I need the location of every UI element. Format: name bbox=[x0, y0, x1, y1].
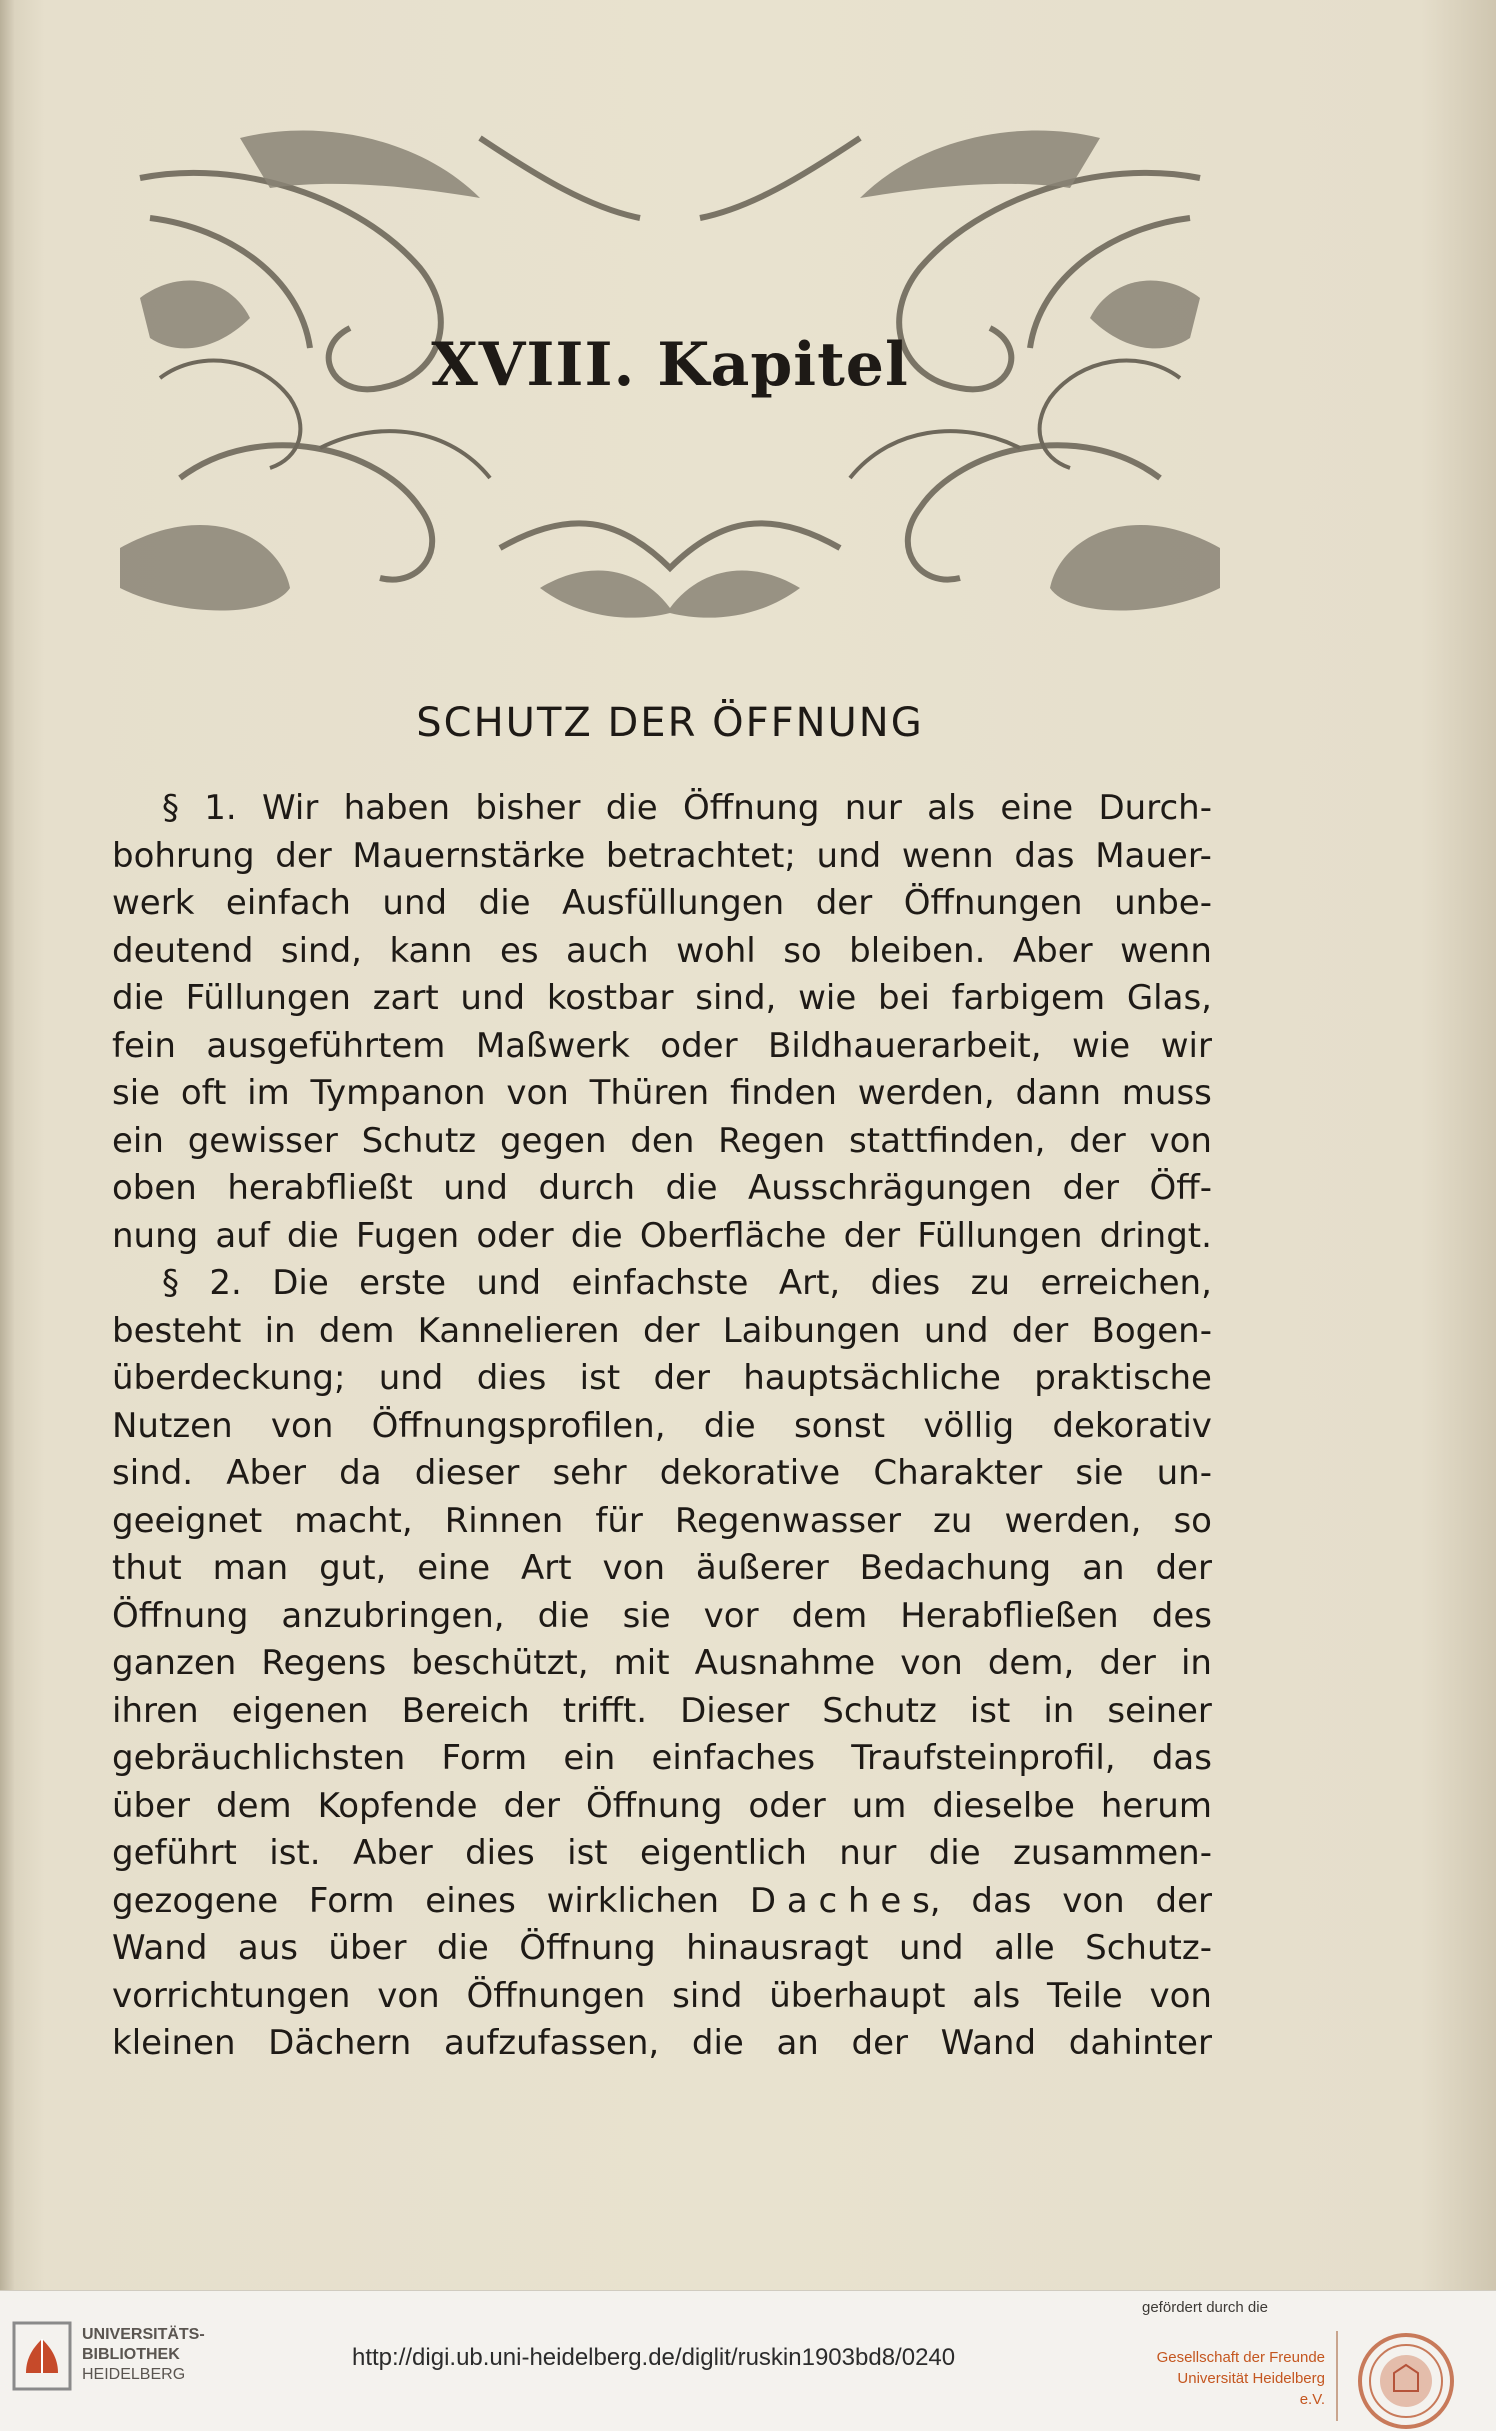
word: wir bbox=[1160, 1025, 1212, 1066]
word: kann bbox=[389, 930, 473, 971]
word: von bbox=[1149, 1975, 1212, 2016]
word: dekorative bbox=[659, 1453, 841, 1493]
word: von bbox=[900, 1643, 963, 1683]
word: sonst bbox=[793, 1405, 886, 1446]
word: an bbox=[776, 2023, 819, 2063]
word: und bbox=[443, 1168, 508, 1208]
word: trifft. bbox=[562, 1690, 648, 1731]
word: Füllungen bbox=[917, 1215, 1083, 1256]
text-line bbox=[112, 975, 1212, 1023]
word: Form bbox=[441, 1738, 528, 1778]
word: Füllungen bbox=[185, 978, 351, 1018]
word: der bbox=[642, 1310, 700, 1351]
word: dem, bbox=[987, 1643, 1075, 1683]
word: und bbox=[460, 978, 526, 1018]
word: Regenwasser bbox=[674, 1500, 901, 1541]
word: wirklichen bbox=[546, 1880, 720, 1921]
text-line bbox=[112, 880, 1212, 928]
text-line bbox=[112, 1165, 1212, 1213]
word: sie bbox=[112, 1073, 161, 1113]
word: und bbox=[816, 835, 882, 876]
word: eigentlich bbox=[640, 1833, 807, 1873]
word: über bbox=[328, 1928, 407, 1968]
word: der bbox=[815, 883, 873, 923]
word: die bbox=[570, 1215, 623, 1256]
word: ist. bbox=[269, 1833, 321, 1873]
text-line bbox=[112, 1118, 1212, 1166]
word: Form bbox=[308, 1880, 395, 1921]
word: das bbox=[971, 1880, 1032, 1921]
text-line bbox=[112, 1260, 1212, 1308]
word: dies bbox=[870, 1263, 941, 1303]
word: Regens bbox=[261, 1643, 387, 1683]
word: gewisser bbox=[187, 1120, 338, 1161]
word: oft bbox=[180, 1073, 227, 1113]
word: Aber bbox=[352, 1833, 433, 1873]
word: gut, bbox=[319, 1548, 387, 1588]
word: erste bbox=[359, 1263, 447, 1303]
word: dies bbox=[476, 1358, 547, 1398]
word: Kopfende bbox=[317, 1785, 478, 1826]
sponsor-name bbox=[1150, 2347, 1325, 2410]
word: von bbox=[602, 1548, 665, 1588]
word: dem bbox=[791, 1595, 868, 1636]
word: herabfließt bbox=[227, 1168, 413, 1208]
word: äußerer bbox=[695, 1548, 829, 1588]
text-line bbox=[112, 1783, 1212, 1831]
text-line bbox=[112, 1688, 1212, 1736]
word: ausgeführtem bbox=[206, 1025, 446, 1066]
word: dieselbe bbox=[932, 1785, 1075, 1826]
sponsor-name-line: Gesellschaft der Freunde bbox=[1156, 2349, 1325, 2366]
permalink-url[interactable]: http://digi.ub.uni-heidelberg.de/diglit/ruskin1903bd8/0240 bbox=[352, 2344, 956, 2371]
word: werden, bbox=[857, 1073, 995, 1113]
word: hinausragt bbox=[686, 1928, 869, 1968]
word: oder bbox=[748, 1785, 826, 1826]
word: nur bbox=[844, 788, 902, 828]
word: die bbox=[665, 1168, 718, 1208]
word: wie bbox=[1072, 1025, 1131, 1066]
word: zart bbox=[372, 978, 439, 1018]
word: der bbox=[275, 835, 332, 876]
word: dem bbox=[216, 1785, 292, 1826]
text-line bbox=[112, 1925, 1212, 1973]
word: zu bbox=[970, 1263, 1011, 1303]
word: § bbox=[162, 1263, 179, 1303]
text-line bbox=[112, 2020, 1212, 2068]
text-line bbox=[112, 1070, 1212, 1118]
word: Öffnung bbox=[586, 1785, 723, 1826]
word: 2. bbox=[209, 1263, 242, 1303]
word: der bbox=[843, 1215, 901, 1256]
footer-divider bbox=[1336, 2331, 1338, 2421]
word: sie bbox=[622, 1595, 671, 1636]
word: auf bbox=[215, 1215, 270, 1256]
word: wenn bbox=[1120, 930, 1212, 971]
word: der bbox=[1155, 1548, 1212, 1588]
word: sind bbox=[672, 1975, 743, 2016]
word: ganzen bbox=[112, 1643, 237, 1683]
word: praktische bbox=[1034, 1358, 1212, 1398]
word: bisher bbox=[475, 788, 581, 828]
word: aus bbox=[237, 1928, 298, 1968]
word: Öffnungen bbox=[903, 883, 1083, 923]
word: Dieser bbox=[680, 1690, 790, 1731]
word: Öff- bbox=[1149, 1168, 1212, 1208]
word: so bbox=[1173, 1500, 1212, 1541]
word: besteht bbox=[112, 1310, 242, 1351]
word: eine bbox=[1000, 788, 1074, 828]
word: auch bbox=[566, 930, 649, 971]
word: Aber bbox=[226, 1453, 307, 1493]
word: werk bbox=[112, 883, 195, 923]
word: der bbox=[1011, 1310, 1069, 1351]
word: Öffnung bbox=[519, 1928, 656, 1968]
word: dies bbox=[465, 1833, 535, 1873]
word: von bbox=[1062, 1880, 1125, 1921]
word: die bbox=[691, 2023, 744, 2063]
word: wohl bbox=[676, 930, 756, 971]
word: die bbox=[436, 1928, 489, 1968]
word: mit bbox=[613, 1643, 670, 1683]
word: der bbox=[1069, 1120, 1126, 1161]
word: sind, bbox=[280, 930, 362, 971]
word: gezogene bbox=[112, 1880, 279, 1921]
word: den bbox=[630, 1120, 695, 1161]
university-library-logo-icon bbox=[12, 2321, 72, 2391]
word: oder bbox=[476, 1215, 554, 1256]
word: muss bbox=[1121, 1073, 1212, 1113]
word: beschützt, bbox=[411, 1643, 589, 1683]
text-line bbox=[112, 1498, 1212, 1546]
word: von bbox=[506, 1073, 569, 1113]
text-line bbox=[112, 928, 1212, 976]
word: Oberfläche bbox=[639, 1215, 827, 1256]
word: Mauernstärke bbox=[352, 835, 586, 876]
sponsor-label: gefördert durch die bbox=[1142, 2299, 1268, 2316]
word: durch bbox=[538, 1168, 636, 1208]
text-line bbox=[112, 1403, 1212, 1451]
word: Öffnung bbox=[683, 788, 820, 828]
text-line bbox=[112, 1545, 1212, 1593]
word: ihren bbox=[112, 1690, 199, 1731]
text-line bbox=[112, 1640, 1212, 1688]
word: deutend bbox=[112, 930, 254, 971]
word: man bbox=[212, 1548, 289, 1588]
word: die bbox=[605, 788, 658, 828]
word: Die bbox=[272, 1263, 329, 1303]
word: Bogen- bbox=[1091, 1310, 1212, 1351]
word: Fugen bbox=[355, 1215, 460, 1256]
word: anzubringen, bbox=[281, 1595, 505, 1636]
word: finden bbox=[729, 1073, 837, 1113]
word: werden, bbox=[1004, 1500, 1142, 1541]
library-name-line: HEIDELBERG bbox=[82, 2366, 186, 2383]
word: fein bbox=[112, 1025, 176, 1066]
word: 1. bbox=[204, 788, 237, 828]
word: es bbox=[499, 930, 539, 971]
word: bleiben. bbox=[849, 930, 986, 971]
word: um bbox=[851, 1785, 907, 1826]
word: des bbox=[1151, 1595, 1212, 1636]
word: Öffnungen bbox=[466, 1975, 646, 2016]
word: Bedachung bbox=[859, 1548, 1052, 1588]
word: überdeckung; bbox=[112, 1358, 346, 1398]
word: zu bbox=[933, 1500, 973, 1541]
word: der bbox=[653, 1358, 710, 1398]
text-line bbox=[112, 1973, 1212, 2021]
word: herum bbox=[1100, 1785, 1212, 1826]
word: einfachste bbox=[571, 1263, 749, 1303]
word: unbe- bbox=[1114, 883, 1212, 923]
word: wenn bbox=[901, 835, 994, 876]
word: ein bbox=[112, 1120, 164, 1161]
word: hauptsächliche bbox=[743, 1358, 1001, 1398]
word: dahinter bbox=[1068, 2023, 1212, 2063]
word: und bbox=[476, 1263, 542, 1303]
word: vorrichtungen bbox=[112, 1975, 351, 2016]
word: Regen bbox=[718, 1120, 826, 1161]
word: die bbox=[478, 883, 531, 923]
word: Schutz- bbox=[1085, 1928, 1212, 1968]
word: Herabfließen bbox=[900, 1595, 1119, 1636]
word: Ausnahme bbox=[694, 1643, 876, 1683]
word: Schutz bbox=[822, 1690, 937, 1731]
word: dringt. bbox=[1099, 1215, 1212, 1256]
word: ist bbox=[567, 1833, 608, 1873]
word: ist bbox=[579, 1358, 621, 1398]
word: dem bbox=[318, 1310, 395, 1351]
word: bei bbox=[877, 978, 930, 1018]
word: Laibungen bbox=[722, 1310, 901, 1351]
word: oben bbox=[112, 1168, 197, 1208]
word: Rinnen bbox=[444, 1500, 564, 1541]
word: in bbox=[1180, 1643, 1212, 1683]
word: völlig bbox=[923, 1405, 1015, 1446]
word: geeignet bbox=[112, 1500, 263, 1541]
word: D a c h e s, bbox=[749, 1880, 941, 1921]
word: gebräuchlichsten bbox=[112, 1738, 406, 1778]
word: Aber bbox=[1012, 930, 1093, 971]
word: bohrung bbox=[112, 835, 255, 876]
word: stattfinden, bbox=[849, 1120, 1046, 1161]
word: aufzufassen, bbox=[443, 2023, 660, 2063]
word: Ausschrägungen bbox=[748, 1168, 1033, 1208]
word: kleinen bbox=[112, 2023, 236, 2063]
text-line bbox=[112, 1355, 1212, 1403]
word: dieser bbox=[414, 1453, 520, 1493]
word: in bbox=[264, 1310, 296, 1351]
word: Bildhauerarbeit, bbox=[768, 1025, 1042, 1066]
word: erreichen, bbox=[1040, 1263, 1212, 1303]
word: oder bbox=[660, 1025, 738, 1066]
sponsor-name-line: Universität Heidelberg e.V. bbox=[1177, 2370, 1325, 2408]
word: von bbox=[377, 1975, 440, 2016]
word: Wir bbox=[262, 788, 319, 828]
chapter-title: XVIII. Kapitel bbox=[431, 330, 909, 400]
word: Mauer- bbox=[1095, 835, 1212, 876]
viewer-footer bbox=[0, 2290, 1496, 2431]
word: Traufsteinprofil, bbox=[851, 1738, 1116, 1778]
word: seiner bbox=[1107, 1690, 1212, 1731]
word: und bbox=[382, 883, 448, 923]
word: über bbox=[112, 1785, 191, 1826]
word: einfaches bbox=[651, 1738, 816, 1778]
section-heading: SCHUTZ DER ÖFFNUNG bbox=[416, 700, 924, 746]
word: das bbox=[1014, 835, 1075, 876]
word: die bbox=[286, 1215, 339, 1256]
word: die bbox=[537, 1595, 590, 1636]
word: farbigem bbox=[951, 978, 1106, 1018]
word: Art bbox=[521, 1548, 572, 1588]
word: einfach bbox=[225, 883, 351, 923]
library-name-line: BIBLIOTHEK bbox=[82, 2346, 180, 2363]
text-line bbox=[112, 1023, 1212, 1071]
word: sind. bbox=[112, 1453, 194, 1493]
word: Durch- bbox=[1098, 788, 1212, 828]
text-line bbox=[112, 1735, 1212, 1783]
word: kostbar bbox=[546, 978, 674, 1018]
text-line bbox=[112, 1830, 1212, 1878]
word: wie bbox=[798, 978, 857, 1018]
word: als bbox=[972, 1975, 1021, 2016]
word: nur bbox=[839, 1833, 897, 1873]
word: zusammen- bbox=[1013, 1833, 1212, 1873]
word: in bbox=[1043, 1690, 1075, 1731]
library-name bbox=[82, 2325, 205, 2385]
library-name-line: UNIVERSITÄTS- bbox=[82, 2326, 205, 2343]
word: eines bbox=[425, 1880, 516, 1921]
word: haben bbox=[343, 788, 451, 828]
word: gegen bbox=[499, 1120, 607, 1161]
word: alle bbox=[994, 1928, 1055, 1968]
word: eigenen bbox=[231, 1690, 369, 1731]
word: Tympanon bbox=[310, 1073, 486, 1113]
word: für bbox=[595, 1500, 643, 1541]
word: überhaupt bbox=[769, 1975, 946, 2016]
word: die bbox=[112, 978, 164, 1018]
word: von bbox=[1149, 1120, 1212, 1161]
word: Dächern bbox=[268, 2023, 412, 2063]
word: an bbox=[1082, 1548, 1125, 1588]
word: und bbox=[898, 1928, 964, 1968]
word: Kannelieren bbox=[417, 1310, 620, 1351]
word: Glas, bbox=[1126, 978, 1212, 1018]
text-line bbox=[112, 1308, 1212, 1356]
word: als bbox=[927, 788, 976, 828]
word: Maßwerk bbox=[475, 1025, 630, 1066]
word: der bbox=[1062, 1168, 1120, 1208]
word: die bbox=[928, 1833, 981, 1873]
word: die bbox=[703, 1405, 756, 1446]
word: im bbox=[247, 1073, 290, 1113]
word: ist bbox=[969, 1690, 1011, 1731]
university-seal-icon bbox=[1356, 2331, 1456, 2431]
word: thut bbox=[112, 1548, 182, 1588]
word: betrachtet; bbox=[605, 835, 796, 876]
word: nung bbox=[112, 1215, 199, 1256]
word: dekorativ bbox=[1052, 1405, 1212, 1446]
word: sehr bbox=[552, 1453, 627, 1493]
word: der bbox=[503, 1785, 561, 1826]
word: macht, bbox=[294, 1500, 413, 1541]
word: sie bbox=[1075, 1453, 1124, 1493]
text-line bbox=[112, 1450, 1212, 1498]
word: das bbox=[1151, 1738, 1212, 1778]
word: ein bbox=[563, 1738, 616, 1778]
word: und bbox=[378, 1358, 444, 1398]
word: Wand bbox=[112, 1928, 208, 1968]
text-line bbox=[112, 785, 1212, 833]
word: vor bbox=[703, 1595, 759, 1636]
word: § bbox=[162, 788, 179, 828]
text-line bbox=[112, 1878, 1212, 1926]
word: Charakter bbox=[873, 1453, 1043, 1493]
word: da bbox=[339, 1453, 382, 1493]
word: Thüren bbox=[589, 1073, 710, 1113]
word: Öffnungsprofilen, bbox=[371, 1405, 666, 1446]
word: Öffnung bbox=[112, 1595, 249, 1636]
body-text bbox=[112, 785, 1212, 2068]
word: von bbox=[270, 1405, 334, 1446]
word: un- bbox=[1156, 1453, 1212, 1493]
word: dann bbox=[1015, 1073, 1102, 1113]
word: und bbox=[923, 1310, 989, 1351]
word: Schutz bbox=[361, 1120, 477, 1161]
word: Ausfüllungen bbox=[562, 883, 785, 923]
word: geführt bbox=[112, 1833, 237, 1873]
word: so bbox=[783, 930, 822, 971]
word: Teile bbox=[1047, 1975, 1123, 2016]
word: eine bbox=[417, 1548, 491, 1588]
text-line bbox=[112, 1213, 1212, 1261]
word: Bereich bbox=[401, 1690, 530, 1731]
word: Wand bbox=[940, 2023, 1037, 2063]
text-line bbox=[112, 833, 1212, 881]
word: sind, bbox=[695, 978, 777, 1018]
word: der bbox=[1155, 1880, 1212, 1921]
word: Art, bbox=[778, 1263, 841, 1303]
word: Nutzen bbox=[112, 1405, 233, 1446]
word: der bbox=[851, 2023, 908, 2063]
text-line bbox=[112, 1593, 1212, 1641]
word: der bbox=[1099, 1643, 1156, 1683]
